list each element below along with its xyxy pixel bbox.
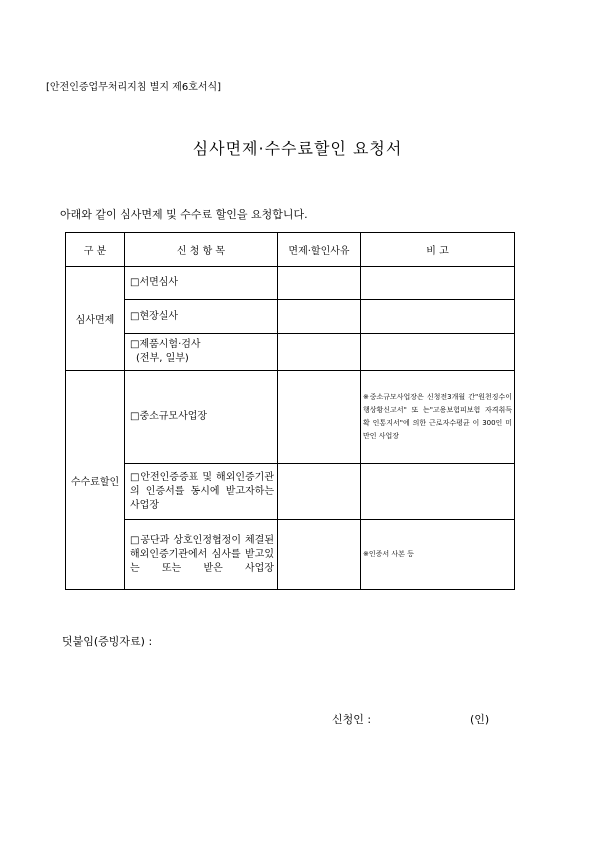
remarks-sme-note: ※중소규모사업장은 신청전3개월 간"원천징수이행상황신고서" 또 는"고용보험피보험 자격취득 확 인통지서"에 의한 근로자수평균 이 300인 미만인 사업장 — [361, 371, 515, 464]
table-row — [66, 334, 515, 371]
item-document-review[interactable] — [125, 267, 278, 300]
remarks-mutual-note: ※인증서 사본 등 — [361, 520, 515, 590]
checkbox-icon[interactable]: □ — [130, 277, 140, 288]
form-reference-note: [안전인증업무처리지침 별지 제6호서식] — [46, 82, 222, 93]
remarks-cell[interactable] — [361, 464, 515, 520]
table-header-row — [66, 233, 515, 267]
remarks-cell[interactable] — [361, 300, 515, 334]
item-label: 서면심사 — [139, 277, 179, 288]
reason-cell[interactable] — [278, 520, 361, 590]
reason-cell[interactable] — [278, 334, 361, 371]
header-item: 신 청 항 목 — [125, 233, 278, 267]
reason-cell[interactable] — [278, 267, 361, 300]
reason-cell[interactable] — [278, 300, 361, 334]
item-sme[interactable] — [125, 371, 278, 464]
table-row — [66, 267, 515, 300]
item-label: 중소규모사업장 — [139, 411, 208, 422]
remarks-cell[interactable] — [361, 267, 515, 300]
attachment-label: 덧붙임(증빙자료) : — [62, 635, 153, 648]
item-overseas-cert[interactable] — [125, 464, 278, 520]
category-discount: 수수료할인 — [66, 371, 125, 590]
header-category: 구 분 — [66, 233, 125, 267]
checkbox-icon[interactable]: □ — [130, 310, 140, 322]
table-row — [66, 464, 515, 520]
item-sublabel: (전부, 일부) — [136, 353, 189, 364]
checkbox-icon[interactable]: □ — [130, 411, 140, 422]
page-title: 심사면제·수수료할인 요청서 — [192, 139, 403, 158]
item-label: 안전인증증표 및 해외인증기관의 인증서를 동시에 받고자하는 사업장 — [130, 471, 275, 511]
request-table — [65, 232, 515, 590]
checkbox-icon[interactable]: □ — [130, 471, 141, 483]
table-row — [66, 371, 515, 464]
table-row — [66, 300, 515, 334]
remarks-cell[interactable] — [361, 334, 515, 371]
table-row — [66, 520, 515, 590]
item-mutual-recognition[interactable] — [125, 520, 278, 590]
item-product-test[interactable] — [125, 334, 278, 371]
item-label: 현장실사 — [139, 310, 179, 322]
header-reason: 면제·할인사유 — [278, 233, 361, 267]
item-label: 공단과 상호인정협정이 체결된 해외인증기관에서 심사를 받고있는 또는 받은 사업장 — [130, 534, 275, 574]
item-label: 제품시험·검사 — [139, 339, 201, 350]
category-exemption: 심사면제 — [66, 267, 125, 371]
seal-label: (인) — [470, 713, 490, 726]
intro-text: 아래와 같이 심사면제 및 수수료 할인을 요청합니다. — [60, 208, 308, 221]
applicant-label: 신청인 : — [332, 713, 372, 726]
item-site-review[interactable] — [125, 300, 278, 334]
checkbox-icon[interactable]: □ — [130, 339, 140, 350]
reason-cell[interactable] — [278, 371, 361, 464]
reason-cell[interactable] — [278, 464, 361, 520]
header-remarks: 비 고 — [361, 233, 515, 267]
checkbox-icon[interactable]: □ — [130, 534, 141, 546]
